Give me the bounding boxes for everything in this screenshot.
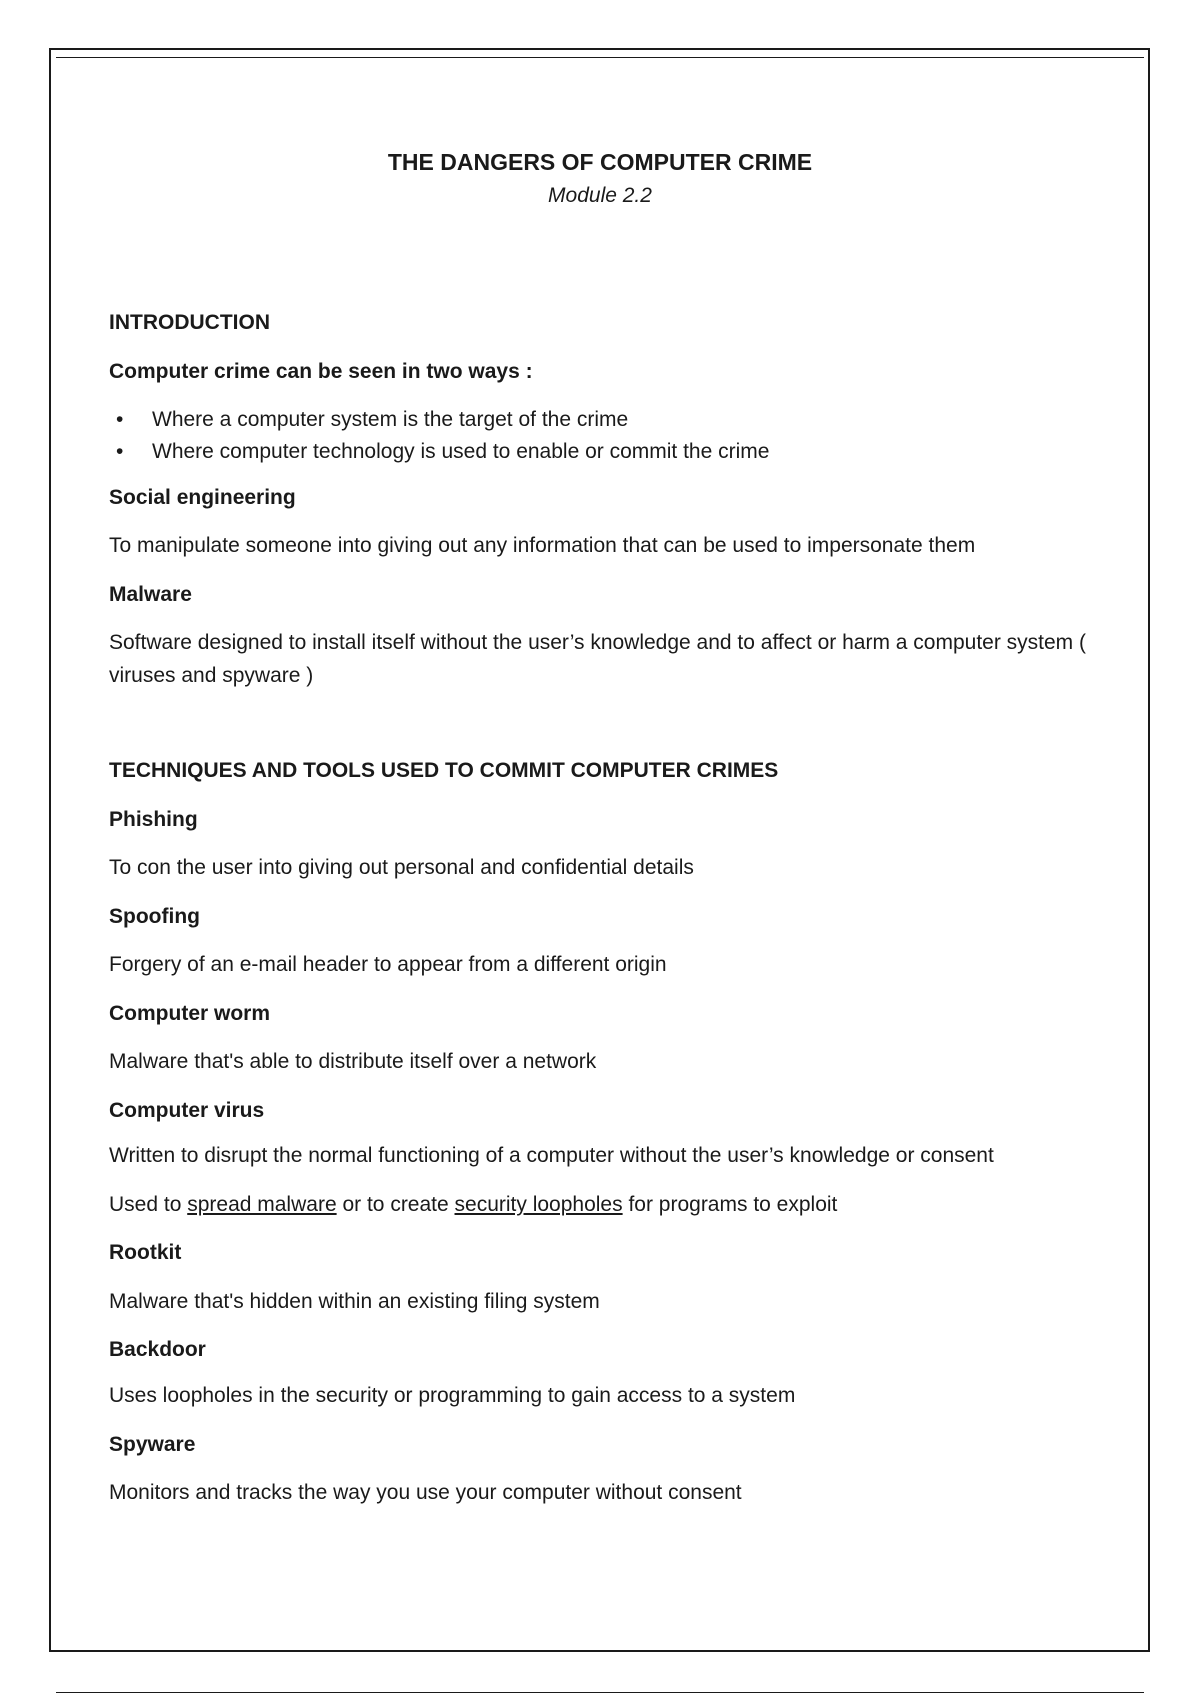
term-malware: Malware	[109, 583, 192, 606]
usage-computer-virus	[109, 1192, 1099, 1218]
bullet-icon: •	[116, 440, 124, 463]
term-rootkit: Rootkit	[109, 1241, 182, 1264]
page-border-top-rule	[56, 57, 1144, 58]
usage-prefix: Used to	[109, 1193, 188, 1216]
term-computer-worm: Computer worm	[109, 1002, 271, 1025]
bullet-text: Where a computer system is the target of the crime	[152, 408, 629, 431]
definition-phishing: To con the user into giving out personal and confidential details	[109, 856, 694, 879]
page-border	[49, 48, 1150, 1652]
term-spoofing: Spoofing	[109, 905, 200, 928]
introduction-lead: Computer crime can be seen in two ways :	[109, 360, 533, 383]
definition-malware: Software designed to install itself without the user’s knowledge and to affect or harm a computer system ( viruses and spyware )	[109, 631, 1087, 687]
term-computer-virus: Computer virus	[109, 1099, 265, 1122]
usage-suffix: for programs to exploit	[622, 1193, 838, 1216]
introduction-heading: INTRODUCTION	[109, 311, 270, 334]
term-spyware: Spyware	[109, 1433, 196, 1456]
definition-rootkit: Malware that's hidden within an existing filing system	[109, 1290, 600, 1313]
usage-mid: or to create	[336, 1193, 455, 1216]
term-backdoor: Backdoor	[109, 1338, 206, 1361]
definition-computer-virus: Written to disrupt the normal functioning of a computer without the user’s knowledge or consent	[109, 1144, 994, 1167]
definition-spoofing: Forgery of an e-mail header to appear from a different origin	[109, 953, 667, 976]
bullet-icon: •	[116, 408, 124, 431]
security-loopholes-underlined: security loopholes	[454, 1193, 623, 1216]
document-subtitle: Module 2.2	[548, 184, 652, 207]
term-social-engineering: Social engineering	[109, 486, 296, 509]
definition-spyware: Monitors and tracks the way you use your computer without consent	[109, 1481, 742, 1504]
bullet-text: Where computer technology is used to enable or commit the crime	[152, 440, 770, 463]
term-phishing: Phishing	[109, 808, 198, 831]
definition-backdoor: Uses loopholes in the security or programming to gain access to a system	[109, 1384, 796, 1407]
spread-malware-underlined: spread malware	[187, 1193, 337, 1216]
definition-social-engineering: To manipulate someone into giving out any information that can be used to impersonate them	[109, 534, 976, 557]
definition-computer-worm: Malware that's able to distribute itself over a network	[109, 1050, 597, 1073]
document-title: THE DANGERS OF COMPUTER CRIME	[387, 149, 813, 175]
footer-rule	[56, 1692, 1144, 1693]
techniques-heading: TECHNIQUES AND TOOLS USED TO COMMIT COMPUTER CRIMES	[109, 759, 779, 782]
